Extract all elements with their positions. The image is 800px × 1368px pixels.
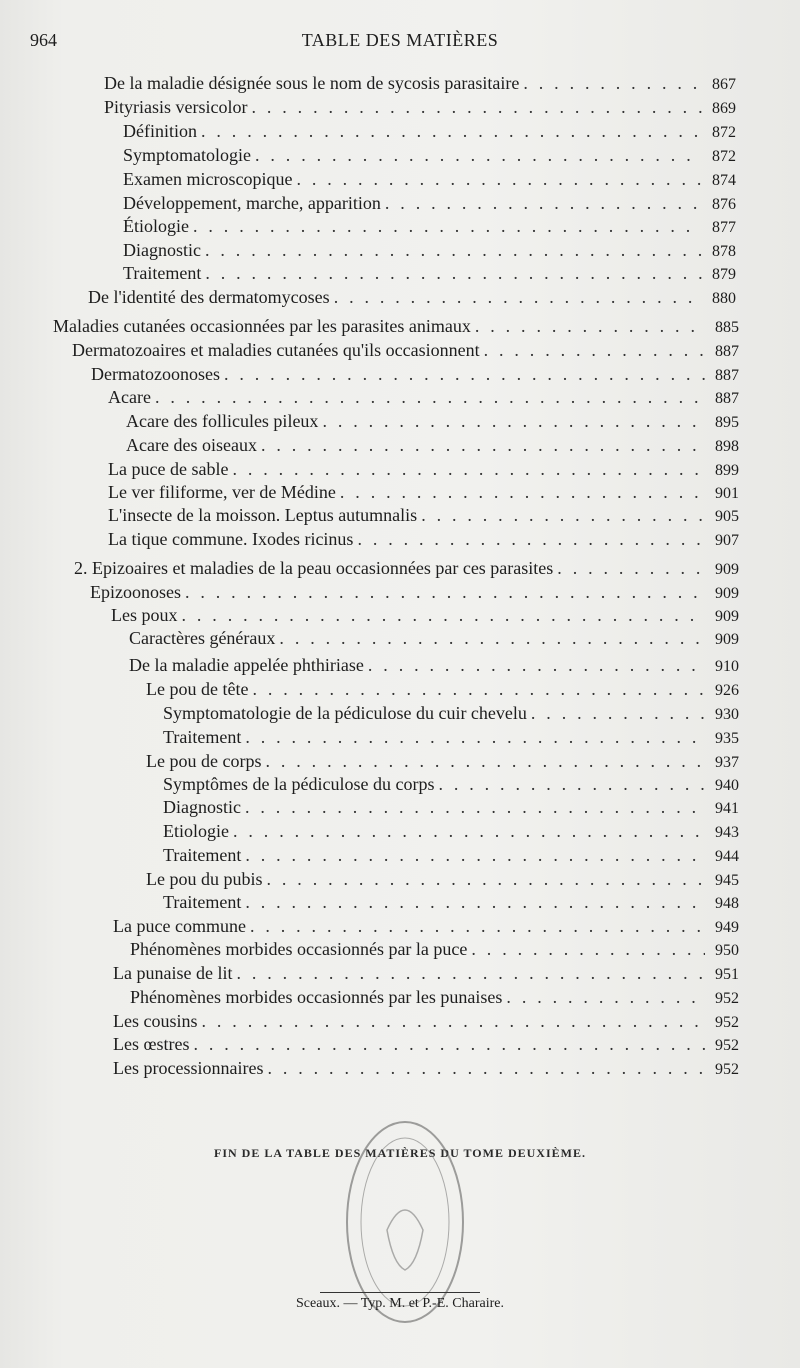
leader-dots — [334, 286, 702, 309]
toc-entry — [53, 315, 739, 338]
toc-entry-label: Diagnostic — [123, 240, 201, 260]
toc-entry-page: 878 — [712, 243, 736, 260]
printer-imprint: Sceaux. — Typ. M. et P.-E. Charaire. — [296, 1296, 504, 1311]
toc-entry-label: Le pou de corps — [146, 751, 262, 771]
leader-dots — [506, 986, 705, 1009]
toc-entry-label: De la maladie désignée sous le nom de sycosis parasitaire — [104, 73, 520, 93]
leader-dots — [250, 915, 705, 938]
toc-entry-page: 895 — [715, 414, 739, 431]
toc-entry-label: Les cousins — [113, 1011, 198, 1031]
toc-entry-label: Acare des follicules pileux — [126, 411, 319, 431]
leader-dots — [232, 458, 705, 481]
toc-entry-page: 909 — [715, 585, 739, 602]
leader-dots — [484, 339, 705, 362]
toc-entry-label: Pityriasis versicolor — [104, 97, 248, 117]
toc-entry-label: Epizoonoses — [90, 582, 181, 602]
toc-entry — [108, 386, 739, 409]
leader-dots — [421, 504, 705, 527]
page-header — [30, 30, 770, 56]
toc-entry-label: Traitement — [163, 845, 242, 865]
toc-entry — [90, 581, 739, 604]
toc-entry-page: 874 — [712, 172, 736, 189]
toc-entry-page: 943 — [715, 824, 739, 841]
toc-entry — [123, 215, 736, 238]
toc-entry — [130, 986, 739, 1009]
leader-dots — [233, 820, 705, 843]
toc-entry-page: 880 — [712, 290, 736, 307]
toc-entry-page: 909 — [715, 561, 739, 578]
toc-entry-page: 898 — [715, 438, 739, 455]
toc-entry — [104, 72, 736, 95]
leader-dots — [182, 604, 706, 627]
toc-entry — [113, 1057, 739, 1080]
leader-dots — [296, 168, 702, 191]
toc-entry-label: Diagnostic — [163, 797, 241, 817]
toc-entry-label: Etiologie — [163, 821, 229, 841]
toc-entry — [108, 528, 739, 551]
leader-dots — [185, 581, 705, 604]
toc-entry-page: 877 — [712, 219, 736, 236]
toc-entry-label: Caractères généraux — [129, 628, 276, 648]
toc-entry-page: 937 — [715, 754, 739, 771]
toc-entry — [108, 458, 739, 481]
toc-entry — [123, 168, 736, 191]
toc-entry-page: 948 — [715, 895, 739, 912]
toc-entry-label: Symptômes de la pédiculose du corps — [163, 774, 435, 794]
toc-entry — [113, 1033, 739, 1056]
toc-entry-label: Le pou de tête — [146, 679, 249, 699]
toc-entry — [113, 962, 739, 985]
running-title: TABLE DES MATIÈRES — [301, 30, 499, 50]
leader-dots — [531, 702, 705, 725]
leader-dots — [368, 654, 705, 677]
leader-dots — [245, 891, 705, 914]
toc-entry-label: Dermatozoonoses — [91, 364, 220, 384]
toc-entry — [146, 678, 739, 701]
toc-entry — [74, 557, 739, 580]
toc-entry-label: Traitement — [163, 892, 242, 912]
leader-dots — [205, 262, 702, 285]
toc-entry-label: La tique commune. Ixodes ricinus — [108, 529, 354, 549]
leader-dots — [205, 239, 702, 262]
toc-entry-page: 879 — [712, 266, 736, 283]
toc-entry — [163, 891, 739, 914]
toc-entry-label: Dermatozoaires et maladies cutanées qu'ils occasionnent — [72, 340, 480, 360]
toc-entry — [126, 410, 739, 433]
toc-entry — [163, 773, 739, 796]
toc-entry-label: De la maladie appelée phthiriase — [129, 655, 364, 675]
toc-entry-label: Les œstres — [113, 1034, 190, 1054]
toc-entry-label: Phénomènes morbides occasionnés par les punaises — [130, 987, 503, 1007]
toc-entry-label: Maladies cutanées occasionnées par les parasites animaux — [53, 316, 471, 336]
toc-entry — [129, 627, 739, 650]
toc-entry-label: La puce de sable — [108, 459, 229, 479]
toc-entry-page: 944 — [715, 848, 739, 865]
toc-entry-label: Acare — [108, 387, 151, 407]
leader-dots — [322, 410, 705, 433]
toc-entry-page: 885 — [715, 319, 739, 336]
toc-entry-page: 901 — [715, 485, 739, 502]
toc-entry-label: L'insecte de la moisson. Leptus autumnalis — [108, 505, 418, 525]
toc-entry-page: 899 — [715, 462, 739, 479]
leader-dots — [438, 773, 705, 796]
toc-entry-label: Le ver filiforme, ver de Médine — [108, 482, 336, 502]
toc-entry-page: 952 — [715, 1061, 739, 1078]
toc-entry-page: 951 — [715, 966, 739, 983]
leader-dots — [193, 215, 702, 238]
toc-entry-page: 872 — [712, 148, 736, 165]
toc-entry — [123, 262, 736, 285]
toc-entry-label: Acare des oiseaux — [126, 435, 257, 455]
toc-entry-label: Symptomatologie — [123, 145, 251, 165]
toc-entry-page: 941 — [715, 800, 739, 817]
toc-entry — [126, 434, 739, 457]
toc-entry-label: Symptomatologie de la pédiculose du cuir chevelu — [163, 703, 527, 723]
toc-entry-page: 926 — [715, 682, 739, 699]
toc-entry — [146, 750, 739, 773]
toc-entry-page: 887 — [715, 367, 739, 384]
toc-entry-label: La punaise de lit — [113, 963, 233, 983]
toc-entry-page: 876 — [712, 196, 736, 213]
toc-entry — [113, 1010, 739, 1033]
toc-entry-page: 952 — [715, 1014, 739, 1031]
toc-entry-label: Les poux — [111, 605, 178, 625]
leader-dots — [340, 481, 705, 504]
toc-entry-page: 872 — [712, 124, 736, 141]
toc-entry-page: 940 — [715, 777, 739, 794]
leader-dots — [475, 315, 705, 338]
leader-dots — [255, 144, 702, 167]
leader-dots — [267, 1057, 705, 1080]
leader-dots — [155, 386, 705, 409]
toc-entry — [163, 844, 739, 867]
toc-entry-page: 869 — [712, 100, 736, 117]
toc-entry-label: Développement, marche, apparition — [123, 193, 381, 213]
toc-entry-page: 905 — [715, 508, 739, 525]
toc-entry — [113, 915, 739, 938]
toc-entry-label: Le pou du pubis — [146, 869, 263, 889]
toc-entry — [123, 144, 736, 167]
toc-entry-label: Définition — [123, 121, 197, 141]
toc-entry — [88, 286, 736, 309]
toc-entry — [130, 938, 739, 961]
toc-entry-page: 949 — [715, 919, 739, 936]
toc-entry-label: Étiologie — [123, 216, 189, 236]
end-of-table-note: FIN DE LA TABLE DES MATIÈRES DU TOME DEUXIÈME. — [214, 1146, 586, 1160]
toc-entry-page: 952 — [715, 990, 739, 1007]
toc-entry — [146, 868, 739, 891]
toc-entry-page: 867 — [712, 76, 736, 93]
toc-entry-label: Traitement — [123, 263, 202, 283]
toc-entry — [123, 239, 736, 262]
leader-dots — [252, 678, 705, 701]
leader-dots — [251, 96, 702, 119]
toc-entry-page: 950 — [715, 942, 739, 959]
toc-entry-page: 935 — [715, 730, 739, 747]
toc-entry — [72, 339, 739, 362]
leader-dots — [245, 844, 705, 867]
toc-entry — [163, 726, 739, 749]
leader-dots — [201, 120, 702, 143]
toc-entry-page: 910 — [715, 658, 739, 675]
leader-dots — [471, 938, 705, 961]
leader-dots — [202, 1010, 706, 1033]
leader-dots — [261, 434, 705, 457]
toc-entry-page: 930 — [715, 706, 739, 723]
toc-entry-page: 945 — [715, 872, 739, 889]
leader-dots — [265, 750, 705, 773]
leader-dots — [267, 868, 706, 891]
toc-entry-label: La puce commune — [113, 916, 246, 936]
toc-entry-label: Les processionnaires — [113, 1058, 264, 1078]
leader-dots — [385, 192, 702, 215]
leader-dots — [245, 796, 705, 819]
toc-entry — [123, 120, 736, 143]
toc-entry — [163, 820, 739, 843]
toc-entry-page: 907 — [715, 532, 739, 549]
toc-entry — [123, 192, 736, 215]
toc-entry-label: Traitement — [163, 727, 242, 747]
toc-entry-page: 952 — [715, 1037, 739, 1054]
toc-entry-page: 887 — [715, 390, 739, 407]
page-number: 964 — [30, 30, 57, 50]
leader-dots — [193, 1033, 705, 1056]
toc-entry — [108, 481, 739, 504]
leader-dots — [236, 962, 705, 985]
toc-entry-page: 909 — [715, 608, 739, 625]
leader-dots — [279, 627, 705, 650]
leader-dots — [224, 363, 705, 386]
toc-entry — [108, 504, 739, 527]
toc-entry-label: De l'identité des dermatomycoses — [88, 287, 330, 307]
toc-entry — [111, 604, 739, 627]
toc-entry — [163, 796, 739, 819]
toc-entry — [91, 363, 739, 386]
toc-entry-label: 2. Epizoaires et maladies de la peau occasionnées par ces parasites — [74, 558, 554, 578]
leader-dots — [357, 528, 705, 551]
toc-entry-label: Examen microscopique — [123, 169, 293, 189]
imprint-rule — [320, 1292, 480, 1293]
toc-entry — [104, 96, 736, 119]
toc-entry-page: 887 — [715, 343, 739, 360]
toc-entry — [163, 702, 739, 725]
toc-entry-label: Phénomènes morbides occasionnés par la puce — [130, 939, 468, 959]
leader-dots — [523, 72, 702, 95]
toc-entry-page: 909 — [715, 631, 739, 648]
leader-dots — [557, 557, 705, 580]
leader-dots — [245, 726, 705, 749]
toc-entry — [129, 654, 739, 677]
